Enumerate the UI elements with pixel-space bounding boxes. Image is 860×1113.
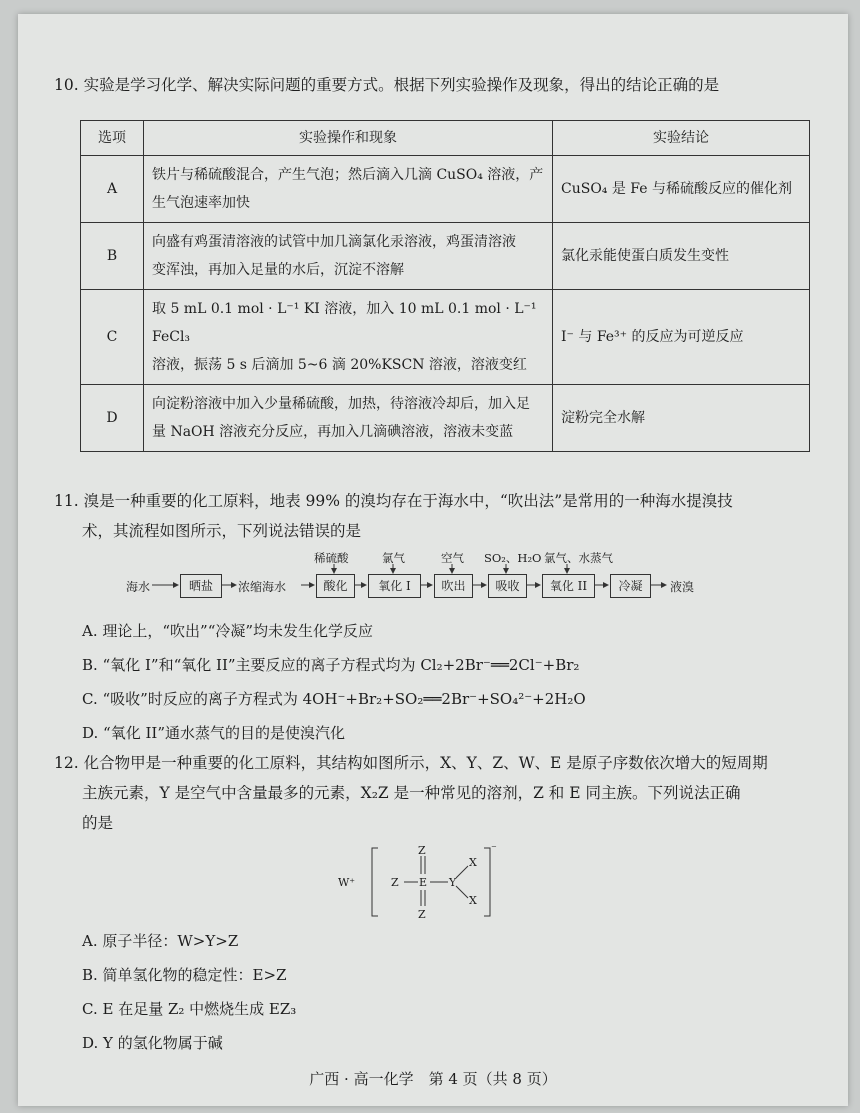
structure-charge: ⁻ (491, 842, 497, 855)
structure-atom-z: Z (418, 908, 426, 921)
operation-line: 变浑浊，再加入足量的水后，沉淀不溶解 (152, 262, 404, 279)
structure-cation: W⁺ (338, 876, 356, 889)
flow-start-label: 海水 (126, 580, 151, 594)
flow-step-box: 冷凝 (610, 574, 651, 598)
flow-step-label: 浓缩海水 (238, 580, 287, 594)
question-12-stem-line3: 的是 (82, 814, 114, 832)
question-12-option-a: A. 原子半径：W>Y>Z (82, 932, 239, 950)
question-12-stem-line1: 12. 化合物甲是一种重要的化工原料，其结构如图所示，X、Y、Z、W、E 是原子序数依次增大的短周期 (54, 754, 768, 772)
question-11-option-b: B. “氧化 I”和“氧化 II”主要反应的离子方程式均为 Cl₂+2Br⁻══2Cl⁻+Br₂ (82, 656, 580, 674)
row-operation (144, 385, 553, 452)
flow-step-box: 晒盐 (180, 574, 222, 598)
row-conclusion: I⁻ 与 Fe³⁺ 的反应为可逆反应 (553, 290, 810, 385)
structure-atom-x: X (469, 894, 477, 907)
table-row (81, 290, 810, 385)
experiment-table (80, 120, 810, 452)
operation-line: 量 NaOH 溶液充分反应，再加入几滴碘溶液，溶液未变蓝 (152, 424, 514, 441)
row-operation (144, 290, 553, 385)
row-operation (144, 156, 553, 223)
row-conclusion: CuSO₄ 是 Fe 与稀硫酸反应的催化剂 (553, 156, 810, 223)
row-conclusion: 淀粉完全水解 (553, 385, 810, 452)
flow-input-label: 氯气、水蒸气 (544, 551, 613, 565)
structure-bonds (356, 842, 506, 922)
operation-line: 向淀粉溶液中加入少量稀硫酸，加热，待溶液冷却后，加入足 (152, 396, 530, 413)
operation-line: 溶液，振荡 5 s 后滴加 5~6 滴 20%KSCN 溶液，溶液变红 (152, 357, 527, 374)
row-option: C (81, 290, 144, 385)
flow-end-label: 液溴 (670, 580, 695, 594)
operation-line: 生气泡速率加快 (152, 195, 250, 212)
compound-structure-diagram (338, 842, 506, 922)
flow-input-label: 空气 (441, 551, 464, 565)
flow-step-box: 酸化 (316, 574, 355, 598)
exam-page (18, 14, 848, 1106)
page-footer: 广西 · 高一化学 第 4 页（共 8 页） (309, 1070, 557, 1088)
operation-line: 铁片与稀硫酸混合，产生气泡；然后滴入几滴 CuSO₄ 溶液，产 (152, 167, 544, 184)
table-row (81, 156, 810, 223)
operation-line: 向盛有鸡蛋清溶液的试管中加几滴氯化汞溶液，鸡蛋清溶液 (152, 234, 516, 251)
structure-atom-z: Z (391, 876, 399, 889)
flow-step-box: 氧化 II (542, 574, 595, 598)
question-12-option-b: B. 简单氢化物的稳定性：E>Z (82, 966, 287, 984)
bromine-process-flowchart (126, 550, 746, 610)
row-option: B (81, 223, 144, 290)
flow-step-box: 氧化 I (368, 574, 421, 598)
structure-atom-y: Y (449, 876, 457, 889)
question-12-option-d: D. Y 的氢化物属于碱 (82, 1034, 223, 1052)
flow-input-label: 稀硫酸 (314, 551, 349, 565)
question-12-option-c: C. E 在足量 Z₂ 中燃烧生成 EZ₃ (82, 1000, 297, 1018)
row-conclusion: 氯化汞能使蛋白质发生变性 (553, 223, 810, 290)
flow-input-label: 氯气 (382, 551, 405, 565)
operation-line: 取 5 mL 0.1 mol · L⁻¹ KI 溶液，加入 10 mL 0.1 mol · L⁻¹ FeCl₃ (152, 301, 537, 346)
question-11-stem-line1: 11. 溴是一种重要的化工原料，地表 99% 的溴均存在于海水中，“吹出法”是常用的一种海水提溴技 (54, 492, 733, 510)
structure-atom-x: X (469, 856, 477, 869)
question-12-stem-line2: 主族元素，Y 是空气中含量最多的元素，X₂Z 是一种常见的溶剂，Z 和 E 同主族。下列说法正确 (82, 784, 741, 802)
question-10-stem: 10. 实验是学习化学、解决实际问题的重要方式。根据下列实验操作及现象，得出的结论正确的是 (54, 76, 720, 94)
header-operation: 实验操作和现象 (144, 121, 553, 156)
flow-step-box: 吸收 (488, 574, 527, 598)
structure-atom-e: E (419, 876, 428, 889)
table-row (81, 223, 810, 290)
row-option: A (81, 156, 144, 223)
structure-atom-z: Z (418, 844, 426, 857)
table-row (81, 385, 810, 452)
question-11-option-c: C. “吸收”时反应的离子方程式为 4OH⁻+Br₂+SO₂══2Br⁻+SO₄²⁻+2H₂O (82, 690, 586, 708)
row-option: D (81, 385, 144, 452)
table-header-row (81, 121, 810, 156)
row-operation (144, 223, 553, 290)
question-11-option-d: D. “氧化 II”通水蒸气的目的是使溴汽化 (82, 724, 345, 742)
flow-step-box: 吹出 (434, 574, 473, 598)
header-conclusion: 实验结论 (553, 121, 810, 156)
question-11-option-a: A. 理论上，“吹出”“冷凝”均未发生化学反应 (82, 622, 374, 640)
header-option: 选项 (81, 121, 144, 156)
question-11-stem-line2: 术，其流程如图所示，下列说法错误的是 (82, 522, 362, 540)
flow-input-label: SO₂、H₂O (484, 551, 542, 565)
